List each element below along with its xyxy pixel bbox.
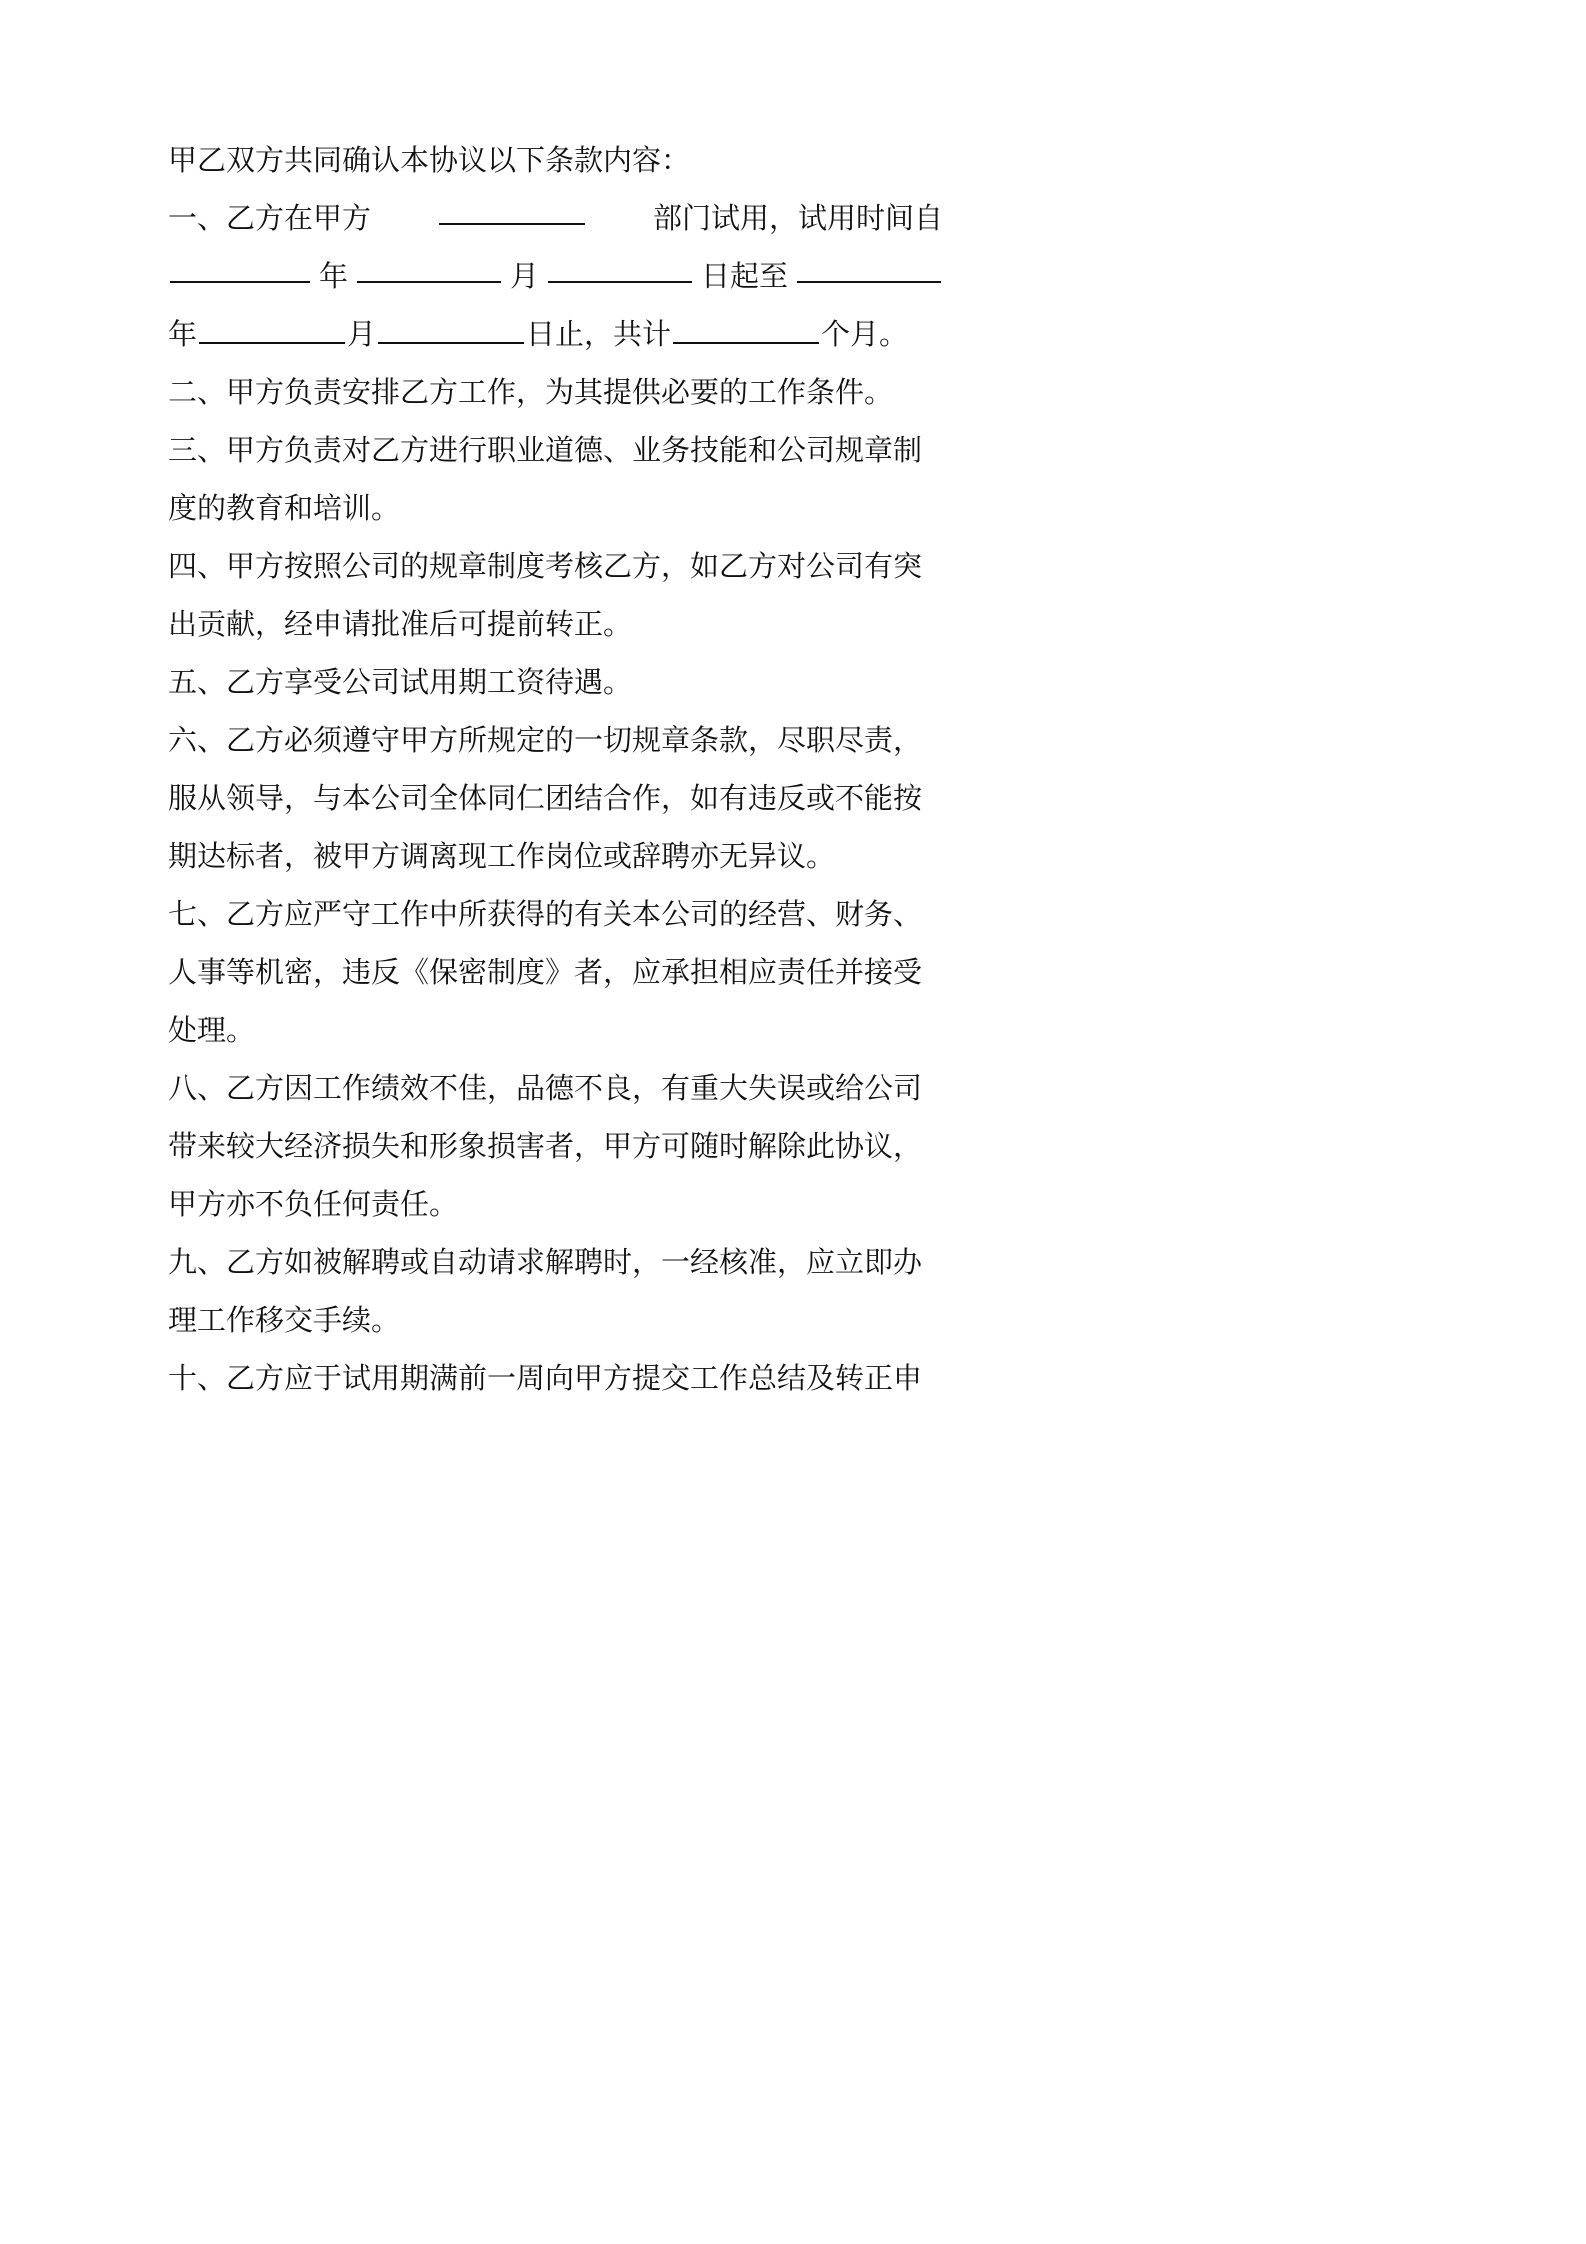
clause-1-line-1 [168,189,943,247]
paragraph-line [168,827,943,885]
day-to-label: 日止，共计 [526,317,672,351]
clause-2-text: 二、甲方负责安排乙方工作，为其提供必要的工作条件。 [168,375,894,409]
clause-5-text: 五、乙方享受公司试用期工资待遇。 [168,665,633,699]
clause-8-text-cont-2: 甲方亦不负任何责任。 [168,1187,459,1221]
paragraph-line [168,885,943,943]
end-day-blank[interactable] [378,308,524,344]
day-from-label: 日起至 [700,259,788,293]
year-label: 年 [318,259,348,293]
paragraph-line [168,1291,943,1349]
clause-6-text-cont: 服从领导，与本公司全体同仁团结合作，如有违反或不能按 [168,781,923,815]
paragraph-line [168,711,943,769]
paragraph-line [168,1059,943,1117]
paragraph-line [168,595,943,653]
clause-7-text-cont-2: 处理。 [168,1013,256,1047]
paragraph-line [168,1349,943,1407]
paragraph-line [168,769,943,827]
month-label: 月 [509,259,539,293]
end-month-blank[interactable] [199,308,345,344]
clause-6-text: 六、乙方必须遵守甲方所规定的一切规章条款，尽职尽责， [168,723,923,757]
end-year-blank[interactable] [797,247,941,283]
paragraph-line [168,653,943,711]
paragraph-line [168,1233,943,1291]
clause-7-text-cont: 人事等机密，违反《保密制度》者，应承担相应责任并接受 [168,955,923,989]
clause-1-line-3 [168,305,943,363]
start-year-blank[interactable] [170,247,310,283]
paragraph-line [168,479,943,537]
clause-1-text-a: 一、乙方在甲方 [168,201,372,235]
clause-8-text: 八、乙方因工作绩效不佳，品德不良，有重大失误或给公司 [168,1071,923,1105]
clause-6-text-cont-2: 期达标者，被甲方调离现工作岗位或辞聘亦无异议。 [168,839,836,873]
clause-7-text: 七、乙方应严守工作中所获得的有关本公司的经营、财务、 [168,897,923,931]
intro-line [168,131,943,189]
paragraph-line [168,1175,943,1233]
paragraph-line [168,943,943,1001]
months-total-label: 个月。 [821,317,909,351]
intro-text: 甲乙双方共同确认本协议以下条款内容： [168,143,691,177]
total-months-blank[interactable] [673,308,819,344]
clause-9-text-cont: 理工作移交手续。 [168,1303,401,1337]
clause-3-text: 三、甲方负责对乙方进行职业道德、业务技能和公司规章制 [168,433,923,467]
clause-10-text: 十、乙方应于试用期满前一周向甲方提交工作总结及转正申 [168,1361,923,1395]
agreement-body [168,131,943,1407]
clause-1-text-b: 部门试用，试用时间自 [652,201,943,235]
clause-4-text: 四、甲方按照公司的规章制度考核乙方，如乙方对公司有突 [168,549,923,583]
paragraph-line [168,1117,943,1175]
year-label-2: 年 [168,317,198,351]
department-blank[interactable] [439,189,585,225]
paragraph-line [168,537,943,595]
start-month-blank[interactable] [357,247,501,283]
paragraph-line [168,363,943,421]
start-day-blank[interactable] [548,247,692,283]
paragraph-line [168,421,943,479]
paragraph-line [168,1001,943,1059]
clause-9-text: 九、乙方如被解聘或自动请求解聘时，一经核准，应立即办 [168,1245,923,1279]
clause-3-text-cont: 度的教育和培训。 [168,491,401,525]
clause-8-text-cont: 带来较大经济损失和形象损害者，甲方可随时解除此协议， [168,1129,923,1163]
month-label-2: 月 [347,317,377,351]
clause-1-line-2 [168,247,943,305]
clause-4-text-cont: 出贡献，经申请批准后可提前转正。 [168,607,633,641]
document-page [0,0,1100,1556]
